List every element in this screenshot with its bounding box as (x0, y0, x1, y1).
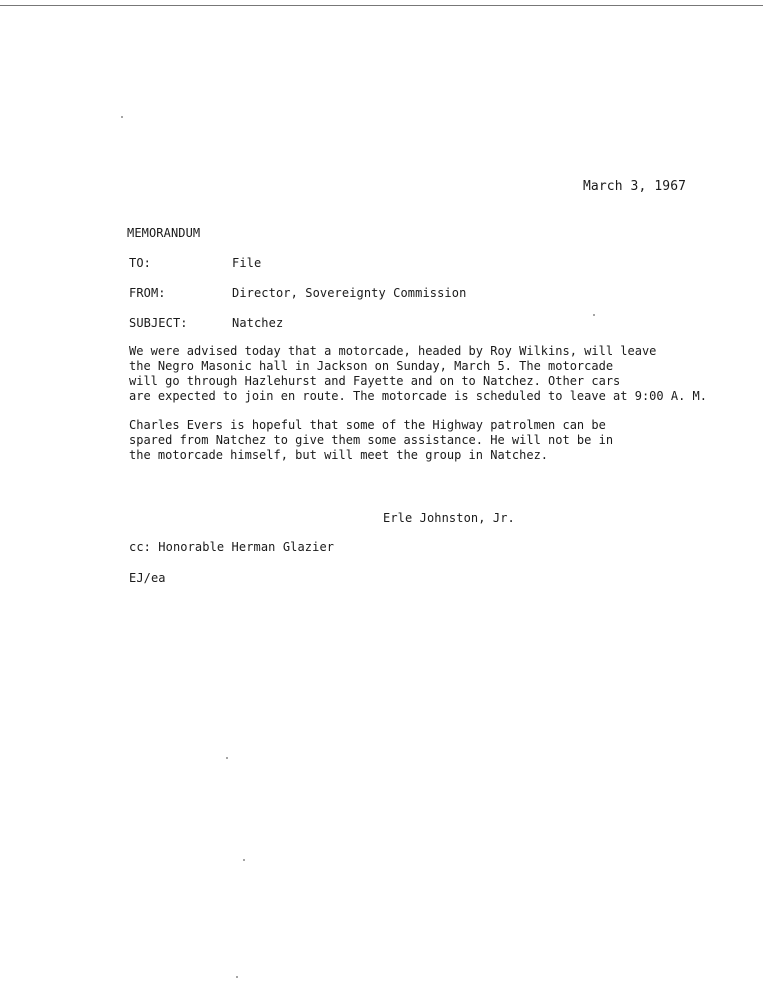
to-value: File (232, 256, 262, 270)
paragraph-line: We were advised today that a motorcade, headed by Roy Wilkins, will leave (129, 344, 657, 358)
scan-speck (121, 116, 123, 118)
memo-heading: MEMORANDUM (127, 226, 201, 240)
to-label: TO: (129, 256, 151, 270)
paragraph-line: will go through Hazlehurst and Fayette and on to Natchez. Other cars (129, 374, 621, 388)
subject-value: Natchez (232, 316, 284, 330)
memo-date: March 3, 1967 (583, 179, 687, 194)
scan-speck (236, 976, 238, 978)
typist-initials: EJ/ea (129, 571, 166, 585)
body-paragraph-2 (129, 418, 613, 463)
scan-speck (593, 314, 595, 316)
subject-label: SUBJECT: (129, 316, 188, 330)
paragraph-line: are expected to join en route. The motorcade is scheduled to leave at 9:00 A. M. (129, 389, 707, 403)
paragraph-line: the motorcade himself, but will meet the group in Natchez. (129, 448, 549, 462)
from-label: FROM: (129, 286, 166, 300)
carbon-copy-line: cc: Honorable Herman Glazier (129, 540, 335, 554)
body-paragraph-1 (129, 344, 707, 404)
scan-speck (243, 859, 245, 861)
paragraph-line: Charles Evers is hopeful that some of the Highway patrolmen can be (129, 418, 606, 432)
scan-speck (226, 757, 228, 759)
paragraph-line: the Negro Masonic hall in Jackson on Sunday, March 5. The motorcade (129, 359, 614, 373)
paragraph-line: spared from Natchez to give them some assistance. He will not be in (129, 433, 614, 447)
signature-name: Erle Johnston, Jr. (383, 511, 515, 525)
scan-top-edge-line (0, 5, 763, 6)
from-value: Director, Sovereignty Commission (232, 286, 467, 300)
